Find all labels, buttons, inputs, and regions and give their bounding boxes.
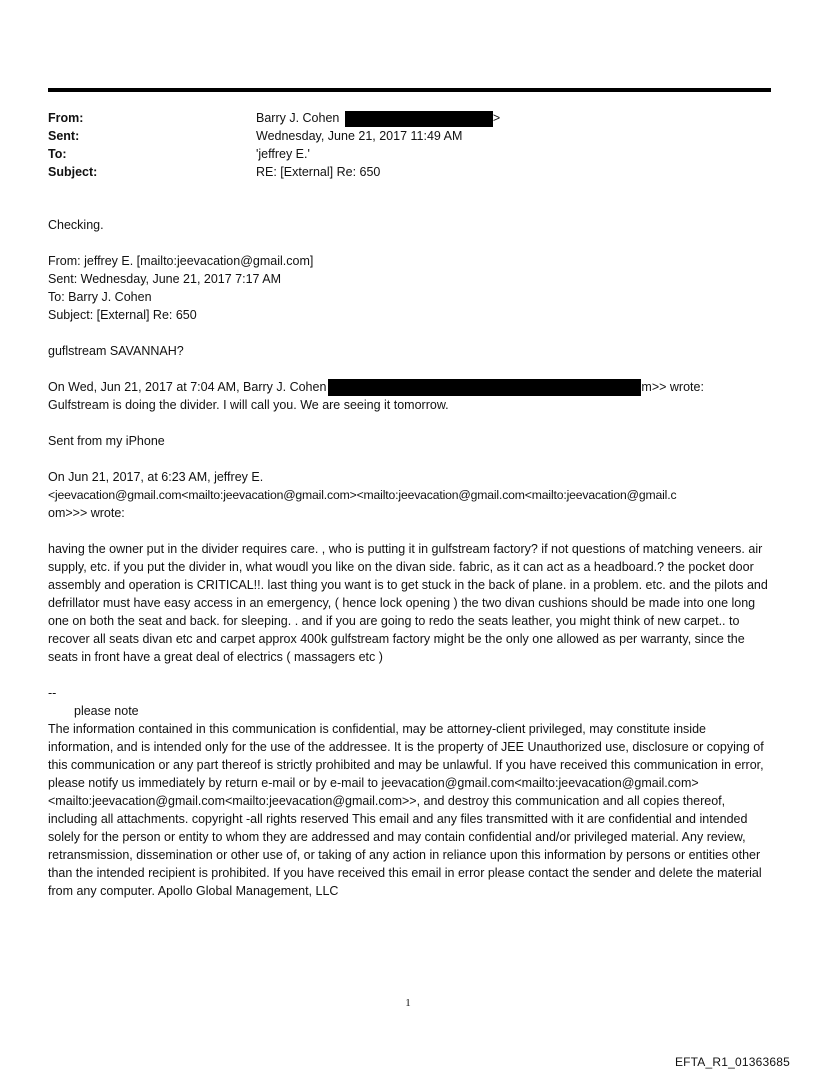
forward-from: From: jeffrey E. [mailto:jeevacation@gmail.com]	[48, 254, 314, 268]
disclaimer-paragraph: The information contained in this communication is confidential, may be attorney-client privileged, may constitute inside information, and is intended only for the use of the addressee. It is the property of JEE Unauthorized use, disclosure or copying of this communication or any part thereof is strictly prohibited and may be unlawful. If you have received this communication in error, please notify us immediately by return e-mail or by e-mail to jeevacation@gmail.com<mailto:jeevacation@gmail.com><mailto:jeevacation@gmail.com<mailto:jeevacation@gmail.com>>, and destroy this communication and all copies thereof, including all attachments. copyright -all rights reserved This email and any files transmitted with it are confidential and intended solely for the person or entity to whom they are addressed and may contain confidential and/or privileged material. Any review, retransmission, dissemination or other use of, or taking of any action in reliance upon this information by persons or entities other than the intended recipient is prohibited. If you have received this email in error please contact the sender and delete the material from any computer. Apollo Global Management, LLC	[48, 722, 764, 899]
subject-row	[48, 163, 768, 181]
on-wed-prefix: On Wed, Jun 21, 2017 at 7:04 AM, Barry J. Cohen	[48, 380, 327, 394]
on-jun-line-2: <jeevacation@gmail.com<mailto:jeevacation@gmail.com><mailto:jeevacation@gmail.com<mailto:jeevacation@gmail.c	[48, 488, 677, 503]
subject-value: RE: [External] Re: 650	[256, 165, 381, 179]
on-wed-line	[48, 378, 772, 396]
on-wed-suffix: m>> wrote:	[641, 380, 704, 394]
to-row	[48, 145, 768, 163]
main-paragraph: having the owner put in the divider requires care. , who is putting it in gulfstream factory? if not questions of matching veneers. air supply, etc. if you put the divider in, what woudl you like on the divan side. fabric, as it can act as a headboard.? the pocket door assembly and operation is CRITICAL!!. last thing you want is to get stuck in the back of plane. in a problem. etc. and the pilots and defrillator must have easy access in an emergency, ( hence lock opening ) the two divan cushions should be made into one long one on both the seat and back. for sleeping. . and if you are going to redo the seats leather, you might think of new carpet.. to recover all seats divan etc and carpet approx 400k gulfstream factory might be the only one allowed as per warranty, since the seats in front have a great deal of electrics ( massagers etc )	[48, 542, 768, 665]
from-name: Barry J. Cohen	[256, 111, 340, 125]
email-body	[48, 216, 772, 900]
redaction-box	[345, 111, 493, 127]
gulfstream-line: Gulfstream is doing the divider. I will call you. We are seeing it tomorrow.	[48, 398, 449, 413]
from-label: From:	[48, 111, 84, 125]
signature-dash: --	[48, 686, 57, 701]
page-number: 1	[405, 997, 411, 1009]
from-row	[48, 109, 768, 127]
from-value	[256, 109, 768, 127]
subject-label: Subject:	[48, 165, 98, 179]
email-header	[48, 109, 768, 181]
header-rule	[48, 88, 771, 92]
to-value: 'jeffrey E.'	[256, 147, 310, 161]
please-note: please note	[74, 704, 139, 719]
checking-text: Checking.	[48, 218, 104, 232]
on-jun-line-3: om>>> wrote:	[48, 506, 125, 521]
to-label: To:	[48, 147, 67, 161]
forward-sent: Sent: Wednesday, June 21, 2017 7:17 AM	[48, 272, 282, 286]
sent-row	[48, 127, 768, 145]
sent-label: Sent:	[48, 129, 80, 143]
forward-subject: Subject: [External] Re: 650	[48, 308, 197, 322]
from-tail: >	[492, 111, 501, 125]
forward-to: To: Barry J. Cohen	[48, 290, 152, 304]
redaction-box	[328, 379, 641, 396]
savannah-text: guflstream SAVANNAH?	[48, 344, 184, 358]
on-jun-line-1: On Jun 21, 2017, at 6:23 AM, jeffrey E.	[48, 470, 264, 485]
sent-value: Wednesday, June 21, 2017 11:49 AM	[256, 129, 463, 143]
sent-from-line: Sent from my iPhone	[48, 434, 165, 449]
document-id: EFTA_R1_01363685	[674, 1055, 790, 1069]
